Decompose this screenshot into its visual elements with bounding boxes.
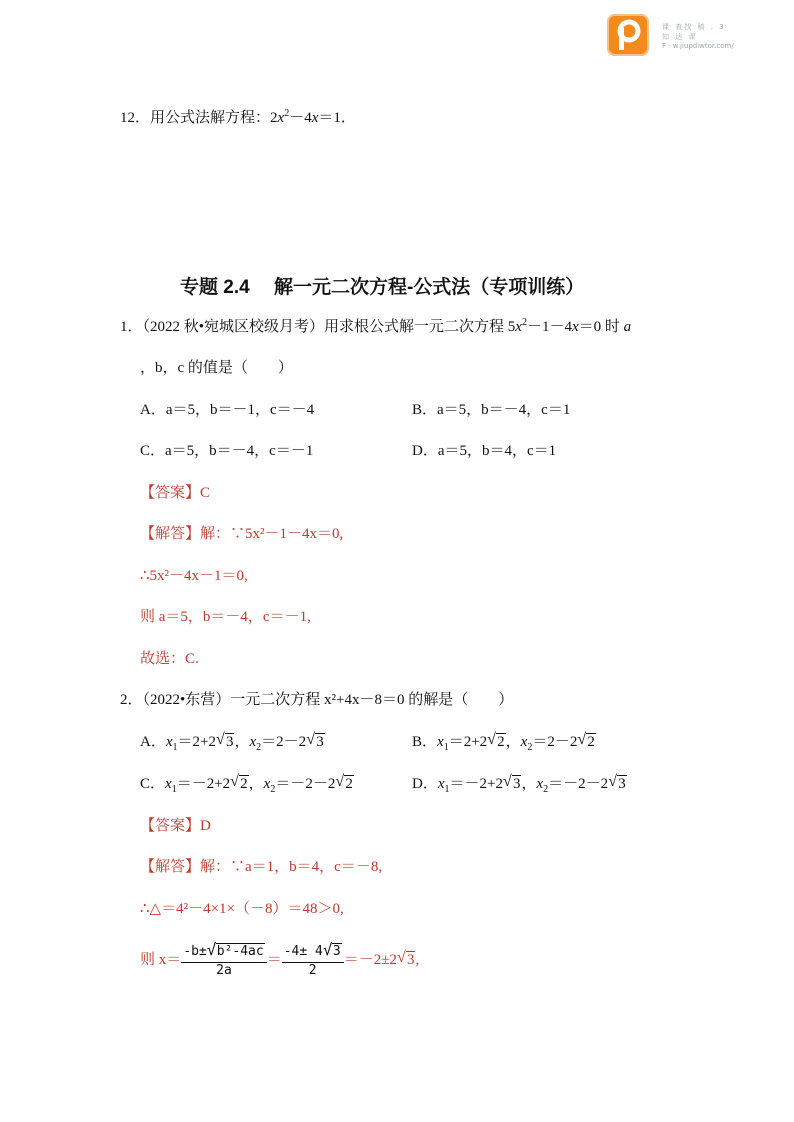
p2-c-sub2: 2 bbox=[270, 784, 276, 795]
p2-fraction-1 bbox=[181, 939, 266, 979]
p2-answer: 【答案】D bbox=[140, 818, 211, 834]
sqrt-icon: √ b²-4ac bbox=[206, 939, 264, 959]
p2-sol-pre: 则 x＝ bbox=[140, 952, 182, 968]
problem-1-stem-line2: ，b，c 的值是（ ） bbox=[140, 360, 293, 376]
p2-a-1: ＝2+2 bbox=[177, 734, 216, 750]
p1-stem-b: －1－4 bbox=[526, 319, 572, 335]
logo-text-1: 课 查找 稿 . 3 bbox=[662, 23, 726, 31]
q12-var2: x bbox=[311, 110, 319, 126]
p1-x2: x bbox=[571, 319, 579, 335]
p2-a-sub2: 2 bbox=[256, 742, 262, 753]
logo-text-2: 知 达 课 bbox=[662, 33, 698, 41]
p2-d-x2: x bbox=[536, 776, 544, 792]
p2-d-sub1: 1 bbox=[444, 784, 450, 795]
q12-label: 12．用公式法解方程： bbox=[120, 110, 271, 126]
p2-a-pre: A． bbox=[140, 734, 166, 750]
q12-eq: 2 bbox=[270, 110, 278, 126]
p2-analysis-2: ∴△＝4²－4×1×（－8）＝48＞0, bbox=[140, 901, 344, 917]
p2-d-x1: x bbox=[437, 776, 445, 792]
p2-b-pre: B． bbox=[412, 734, 438, 750]
p2-c-pre: C． bbox=[140, 776, 166, 792]
q12-var: x bbox=[277, 110, 285, 126]
sqrt-icon: √ 2 bbox=[335, 773, 353, 792]
sqrt-icon: √ 2 bbox=[577, 731, 595, 750]
p2-frac2-num-r: 3 bbox=[332, 943, 341, 959]
p1-analysis-3: 则 a＝5，b＝－4，c＝－1, bbox=[140, 609, 311, 625]
p2-c-1: ＝－2+2 bbox=[176, 776, 231, 792]
page-title: 专题 2.4 解一元二次方程-公式法（专项训练） bbox=[180, 277, 585, 298]
p2-d-sub2: 2 bbox=[543, 784, 549, 795]
p2-b-1: ＝2+2 bbox=[448, 734, 488, 750]
p2-eq: ＝ bbox=[266, 952, 282, 968]
sqrt-icon: √ 3 bbox=[215, 731, 234, 750]
p2-b-2: ＝2－2 bbox=[532, 734, 578, 750]
q12-rest: －4 bbox=[289, 110, 312, 126]
p1-x: x bbox=[515, 319, 522, 335]
p2-b-sub1: 1 bbox=[443, 742, 449, 753]
p1-answer: 【答案】C bbox=[140, 485, 211, 501]
p2-a-r1: 3 bbox=[225, 734, 234, 750]
p2-a-sub1: 1 bbox=[172, 742, 178, 753]
p1-stem-a: 1．（2022 秋•宛城区校级月考）用求根公式解一元二次方程 5 bbox=[120, 319, 516, 335]
p1-option-d: D．a＝5，b＝4，c＝1 bbox=[412, 443, 557, 459]
p2-option-d: D．$x_1=-2+2$ √ 3，$x_2=-2-2$ √ 3 bbox=[412, 773, 626, 795]
logo-text-3: F · w.jiupdiwtor.com/ bbox=[662, 42, 734, 50]
p2-c-r2: 2 bbox=[345, 776, 353, 792]
p2-a-r2: 3 bbox=[316, 734, 324, 750]
sqrt-icon: √ 3 bbox=[306, 731, 324, 750]
p1-analysis-2: ∴5x²－4x－1＝0, bbox=[140, 568, 248, 584]
p1-option-a: A．a＝5，b＝－1，c＝－4 bbox=[140, 402, 315, 418]
p2-c-r1: 2 bbox=[240, 776, 248, 792]
q12-end: ＝1． bbox=[318, 110, 356, 126]
sqrt-icon: √ 2 bbox=[487, 731, 505, 750]
p1-analysis-1 bbox=[140, 524, 343, 544]
sqrt-icon: √ 3 bbox=[608, 773, 626, 792]
p2-b-r1: 2 bbox=[497, 734, 505, 750]
p2-d-pre: D． bbox=[412, 776, 438, 792]
logo-icon bbox=[607, 14, 649, 56]
p1-option-b: B．a＝5，b＝－4，c＝1 bbox=[412, 402, 571, 418]
p2-c-x1: x bbox=[165, 776, 172, 792]
p2-frac2-num-a: -4± 4 bbox=[283, 943, 323, 959]
p2-frac2-den: 2 bbox=[308, 962, 317, 978]
sqrt-icon: √ 2 bbox=[230, 773, 248, 792]
p2-b-r2: 2 bbox=[587, 734, 595, 750]
p2-option-c: C．$x_1=-2+2$ √ 2，$x_2=-2-2$ √ 2 bbox=[140, 773, 353, 795]
p2-b-sub2: 2 bbox=[527, 742, 533, 753]
p1-stem-c: ＝0 时 bbox=[578, 319, 624, 335]
p1-analysis-4: 故选：C. bbox=[140, 651, 199, 667]
p2-option-a: A．$x_1=2+2$ √ 3，$x_2=2-2$ √ 3 bbox=[140, 731, 324, 753]
p2-frac1-den: 2a bbox=[216, 962, 232, 978]
p1-a: a bbox=[623, 319, 632, 335]
problem-1-stem bbox=[120, 317, 631, 337]
p2-b-x2: x bbox=[520, 734, 528, 750]
p2-d-r2: 3 bbox=[618, 776, 626, 792]
q12-exp: 2 bbox=[284, 108, 290, 119]
p2-d-2: ＝－2－2 bbox=[548, 776, 609, 792]
p2-frac1-num-r: b²-4ac bbox=[216, 943, 264, 959]
question-12 bbox=[120, 108, 356, 128]
p2-option-b: B．$x_1=2+2$ √ 2，$x_2=2-2$ √ 2 bbox=[412, 731, 595, 753]
p2-b-x1: x bbox=[437, 734, 444, 750]
sqrt-icon: √ 3 bbox=[502, 773, 521, 792]
p2-a-2: ＝2－2 bbox=[261, 734, 307, 750]
p2-a-x1: x bbox=[165, 734, 173, 750]
p2-fraction-2 bbox=[282, 939, 344, 979]
problem-2-stem: 2．（2022•东营）一元二次方程 x²+4x－8＝0 的解是（ ） bbox=[120, 692, 514, 708]
p2-sol-end: , bbox=[415, 952, 420, 968]
p1-analysis-line1: ∵5x²－1－4x＝0, bbox=[230, 526, 344, 542]
p1-exp: 2 bbox=[521, 317, 527, 328]
p2-sol-r: 3 bbox=[406, 952, 415, 968]
p2-solution bbox=[140, 938, 419, 982]
p2-analysis-1: 【解答】解：∵a＝1，b＝4，c＝－8, bbox=[140, 859, 383, 875]
p2-d-r1: 3 bbox=[512, 776, 521, 792]
p2-c-2: ＝－2－2 bbox=[275, 776, 336, 792]
sqrt-icon: √ 3 bbox=[396, 949, 415, 968]
p1-option-c: C．a＝5，b＝－4，c＝－1 bbox=[140, 443, 314, 459]
sqrt-icon: √ 3 bbox=[322, 939, 341, 959]
p2-c-x2: x bbox=[263, 776, 271, 792]
p2-d-1: ＝－2+2 bbox=[449, 776, 503, 792]
p2-a-x2: x bbox=[249, 734, 257, 750]
p2-sol-post: ＝－2±2 bbox=[343, 952, 397, 968]
p1-analysis-label: 【解答】解： bbox=[140, 526, 231, 542]
p2-frac1-num-a: -b± bbox=[183, 943, 207, 959]
p2-c-sub1: 1 bbox=[171, 784, 177, 795]
